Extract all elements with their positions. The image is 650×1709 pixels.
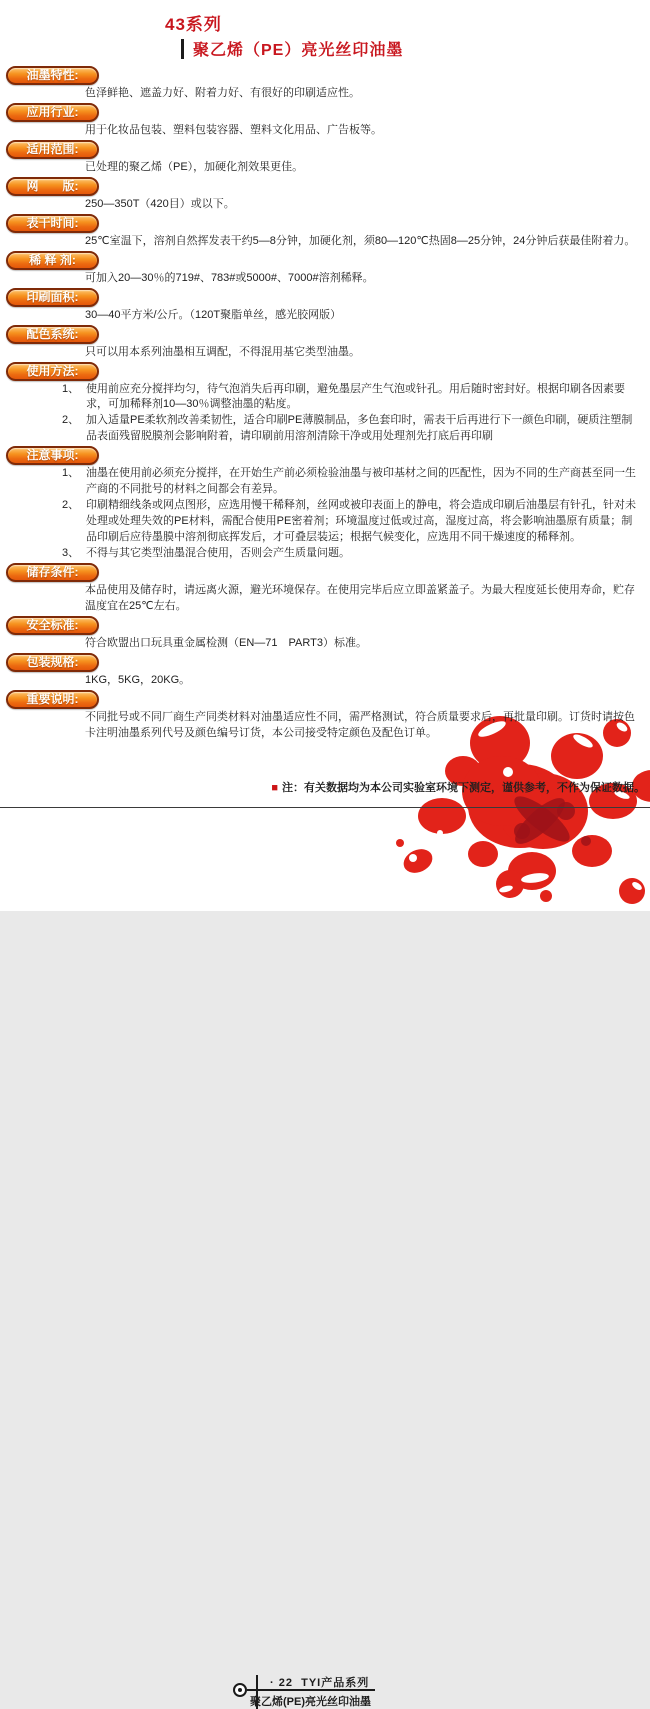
section-label-pill: 印刷面积: [6, 288, 99, 307]
list-item [62, 498, 638, 546]
section-label-pill: 油墨特性: [6, 66, 99, 85]
section-usage [6, 362, 646, 446]
section-text: 25℃室温下，溶剂自然挥发表干约5—8分钟，加硬化剂，须80—120℃热固8—25分钟，24分钟后获最佳附着力。 [85, 234, 636, 247]
title-divider-bar [181, 39, 184, 59]
usage-list [62, 382, 638, 446]
datasheet-body [0, 62, 650, 742]
footnote-text: 注：有关数据均为本公司实验室环境下测定，谨供参考，不作为保证数据。 [282, 782, 645, 794]
section-label-pill: 储存条件: [6, 563, 99, 582]
section-text: 不同批号或不同厂商生产同类材料对油墨适应性不同，需严格测试，符合质量要求后，再批量印刷。订货时请按色卡注明油墨系列代号及颜色编号订货，本公司接受特定颜色及配色订单。 [85, 710, 635, 739]
list-item-text: 印刷精细线条或网点图形，应选用慢干稀释剂，丝网或被印表面上的静电，将会造成印刷后油墨层有针孔，针对未处理或处理失效的PE材料，需配合使用PE密着剂；环境温度过低或过高，湿度过高，将会影响油墨原有质量；制品印刷后应待墨膜中溶剂彻底挥发后，才可叠层装运；根据气候变化，应选用不同干燥速度的稀释剂。 [86, 499, 636, 543]
section-text: 已处理的聚乙烯（PE），加硬化剂效果更佳。 [85, 160, 304, 173]
footnote [271, 779, 645, 795]
list-item-number: 1、 [62, 467, 80, 480]
section-label-pill: 注意事项: [6, 446, 99, 465]
section-label-pill: 安全标准: [6, 616, 99, 635]
section-scope [6, 140, 646, 176]
section-text: 本品使用及储存时，请远离火源，避光环境保存。在使用完毕后应立即盖紧盖子。为最大程度延长使用寿命，贮存温度宜在25℃左右。 [85, 583, 635, 612]
section-text: 可加入20—30％的719#、783#或5000#、7000#溶剂稀释。 [85, 271, 374, 284]
list-item [62, 413, 638, 445]
section-drying-time [6, 214, 646, 250]
section-mesh [6, 177, 646, 213]
section-label-pill: 表干时间: [6, 214, 99, 233]
section-storage [6, 563, 646, 615]
list-item [62, 382, 638, 414]
series-name: TYI产品系列 [301, 1677, 370, 1689]
list-item [62, 546, 638, 562]
footer-product-name: 聚乙烯(PE)亮光丝印油墨 [250, 1696, 371, 1708]
section-label-pill: 适用范围: [6, 140, 99, 159]
section-text: 250—350T（420目）或以下。 [85, 197, 235, 210]
section-text: 符合欧盟出口玩具重金属检测（EN—71 PART3）标准。 [85, 636, 367, 649]
section-label-pill: 包装规格: [6, 653, 99, 672]
list-item-text: 使用前应充分搅拌均匀，待气泡消失后再印刷，避免墨层产生气泡或针孔。用后随时密封好。根据印刷各因素要求，可加稀释剂10—30％调整油墨的粘度。 [86, 382, 625, 411]
section-label-pill: 配色系统: [6, 325, 99, 344]
series-title: 43系列 [165, 15, 222, 34]
list-item-number: 2、 [62, 414, 80, 427]
red-square-bullet-icon: ■ [271, 782, 278, 794]
section-coverage [6, 288, 646, 324]
section-text: 30—40平方米/公斤。（120T聚脂单丝，感光胶网版） [85, 308, 342, 321]
section-text: 只可以用本系列油墨相互调配，不得混用基它类型油墨。 [85, 345, 360, 358]
page-header [0, 0, 650, 62]
section-text: 1KG，5KG，20KG。 [85, 673, 191, 686]
registration-mark-icon [233, 1683, 247, 1697]
list-item-number: 3、 [62, 546, 80, 559]
section-label-pill: 使用方法: [6, 362, 99, 381]
section-label-pill: 重要说明: [6, 690, 99, 709]
section-packaging [6, 653, 646, 689]
section-applications [6, 103, 646, 139]
footer-page-series [270, 1674, 369, 1690]
page-title: 聚乙烯（PE）亮光丝印油墨 [193, 42, 404, 59]
page-footer [0, 836, 650, 1708]
horizontal-rule [0, 807, 650, 808]
section-thinner [6, 251, 646, 287]
section-text: 用于化妆品包装、塑料包装容器、塑料文化用品、广告板等。 [85, 123, 382, 136]
list-item-number: 2、 [62, 499, 80, 512]
section-color-matching [6, 325, 646, 361]
section-safety [6, 616, 646, 652]
list-item [62, 466, 638, 498]
precautions-list [62, 466, 638, 562]
page-number: · 22 [270, 1677, 293, 1689]
section-text: 色泽鲜艳、遮盖力好、附着力好、有很好的印刷适应性。 [85, 87, 360, 99]
list-item-text: 油墨在使用前必须充分搅拌，在开始生产前必须检验油墨与被印基材之间的匹配性，因为不同的生产商甚至同一生产商的不同批号的材料之间都会有差异。 [86, 467, 636, 496]
list-item-text: 不得与其它类型油墨混合使用，否则会产生质量问题。 [86, 546, 350, 559]
section-precautions [6, 446, 646, 562]
section-ink-properties [6, 66, 646, 102]
list-item-text: 加入适量PE柔软剂改善柔韧性，适合印刷PE薄膜制品，多色套印时，需表干后再进行下一颜色印刷，硬质注塑制品表面残留脱膜剂会影响附着，请印刷前用溶剂清除干净或用处理剂先打底后再印刷 [86, 414, 633, 443]
title-row [181, 37, 650, 60]
section-important-note [6, 690, 646, 742]
section-label-pill: 网 版: [6, 177, 99, 196]
section-label-pill: 稀 释 剂: [6, 251, 99, 270]
section-label-pill: 应用行业: [6, 103, 99, 122]
list-item-number: 1、 [62, 382, 80, 395]
